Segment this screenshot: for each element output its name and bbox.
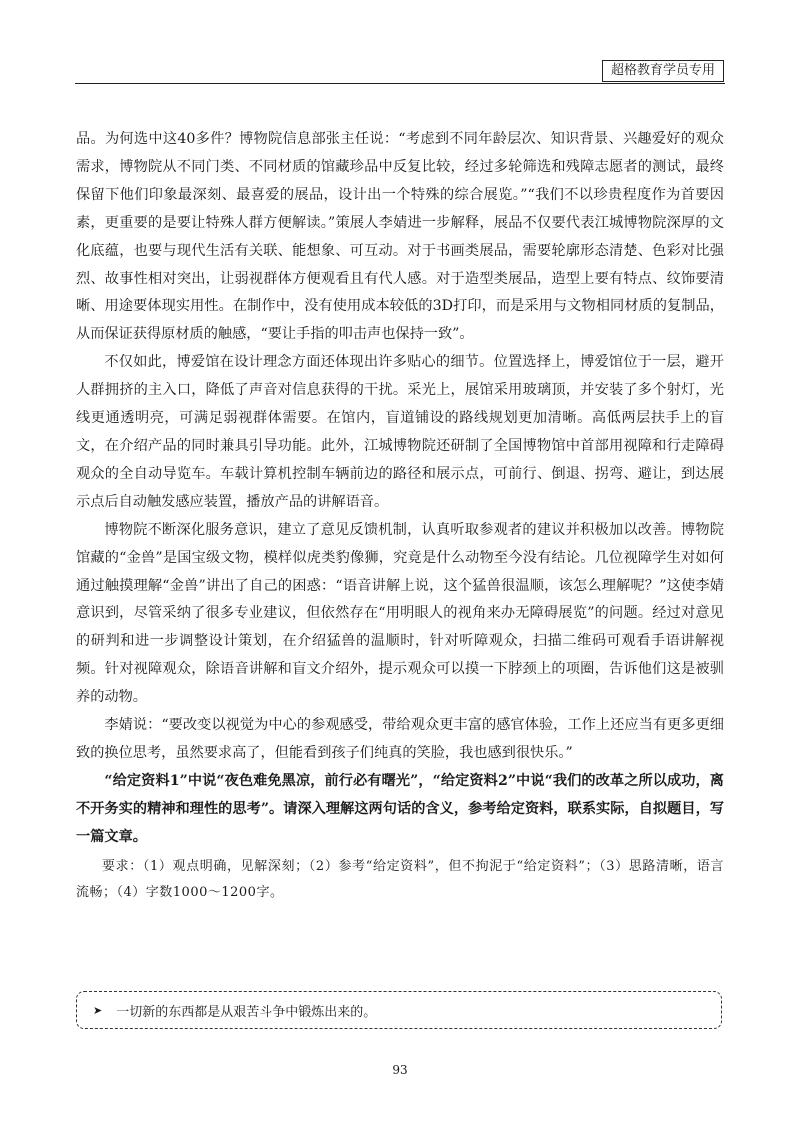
header-badge: 超格教育学员专用 [602, 60, 724, 82]
article-body [76, 126, 724, 906]
arrow-bullet-icon: ➤ [93, 1003, 103, 1017]
paragraph-1: 品。为何选中这40多件？博物院信息部张主任说：“考虑到不同年龄层次、知识背景、兴趣爱好的观众需求，博物院从不同门类、不同材质的馆藏珍品中反复比较，经过多轮筛选和残障志愿者的测试，最终保留下他们印象最深刻、最喜爱的展品，设计出一个特殊的综合展览。”“我们不以珍贵程度作为首要因素，更重要的是要让特殊人群方便解读。”策展人李婧进一步解释，展品不仅要代表江城博物院深厚的文化底蕴，也要与现代生活有关联、能想象、可互动。对于书画类展品，需要轮廓形态清楚、色彩对比强烈、故事性相对突出，让弱视群体方便观看且有代人感。对于造型类展品，造型上要有特点、纹饰要清晰、用途要体现实用性。在制作中，没有使用成本较低的3D打印，而是采用与文物相同材质的复制品，从而保证获得原材质的触感，“要让手指的叩击声也保持一致”。 [76, 131, 724, 343]
motto-box [76, 991, 722, 1029]
paragraph-4: 李婧说：“要改变以视觉为中心的参观感受，带给观众更丰富的感官体验，工作上还应当有更多更细致的换位思考，虽然要求高了，但能看到孩子们纯真的笑脸，我也感到很快乐。” [76, 717, 724, 761]
essay-requirements: 要求：（1）观点明确，见解深刻；（2）参考“给定资料”，但不拘泥于“给定资料”；（3）思路清晰，语言流畅；（4）字数1000～1200字。 [76, 858, 724, 900]
paragraph-2: 不仅如此，博爱馆在设计理念方面还体现出许多贴心的细节。位置选择上，博爱馆位于一层，避开人群拥挤的主入口，降低了声音对信息获得的干扰。采光上，展馆采用玻璃顶，并安装了多个射灯，光线更通透明亮，可满足弱视群体需要。在馆内，盲道铺设的路线规划更加清晰。高低两层扶手上的盲文，在介绍产品的同时兼具引导功能。此外，江城博物院还研制了全国博物馆中首部用视障和行走障碍观众的全自动导览车。车载计算机控制车辆前边的路径和展示点，可前行、倒退、拐弯、避让，到达展示点后自动触发感应装置，播放产品的讲解语音。 [76, 354, 724, 510]
paragraph-3: 博物院不断深化服务意识，建立了意见反馈机制，认真听取参观者的建议并积极加以改善。博物院馆藏的“金兽”是国宝级文物，模样似虎类豹像狮，究竟是什么动物至今没有结论。几位视障学生对如何通过触摸理解“金兽”讲出了自己的困惑：“语音讲解上说，这个猛兽很温顺，该怎么理解呢？”这使李婧意识到，尽管采纳了很多专业建议，但依然存在“用明眼人的视角来办无障碍展览”的问题。经过对意见的研判和进一步调整设计策划，在介绍猛兽的温顺时，针对听障观众，扫描二维码可观看手语讲解视频。针对视障观众，除语音讲解和盲文介绍外，提示观众可以摸一下脖颈上的项圈，告诉他们这是被驯养的动物。 [76, 521, 724, 706]
page-number: 93 [392, 1063, 408, 1077]
header-rule [75, 83, 725, 84]
essay-question: “给定资料1”中说“夜色难免黑凉，前行必有曙光”，“给定资料2”中说“我们的改革之所以成功，离不开务实的精神和理性的思考”。请深入理解这两句话的含义，参考给定资料，联系实际，自拟题目，写一篇文章。 [76, 772, 724, 845]
motto-text: 一切新的东西都是从艰苦斗争中锻炼出来的。 [116, 1004, 377, 1020]
